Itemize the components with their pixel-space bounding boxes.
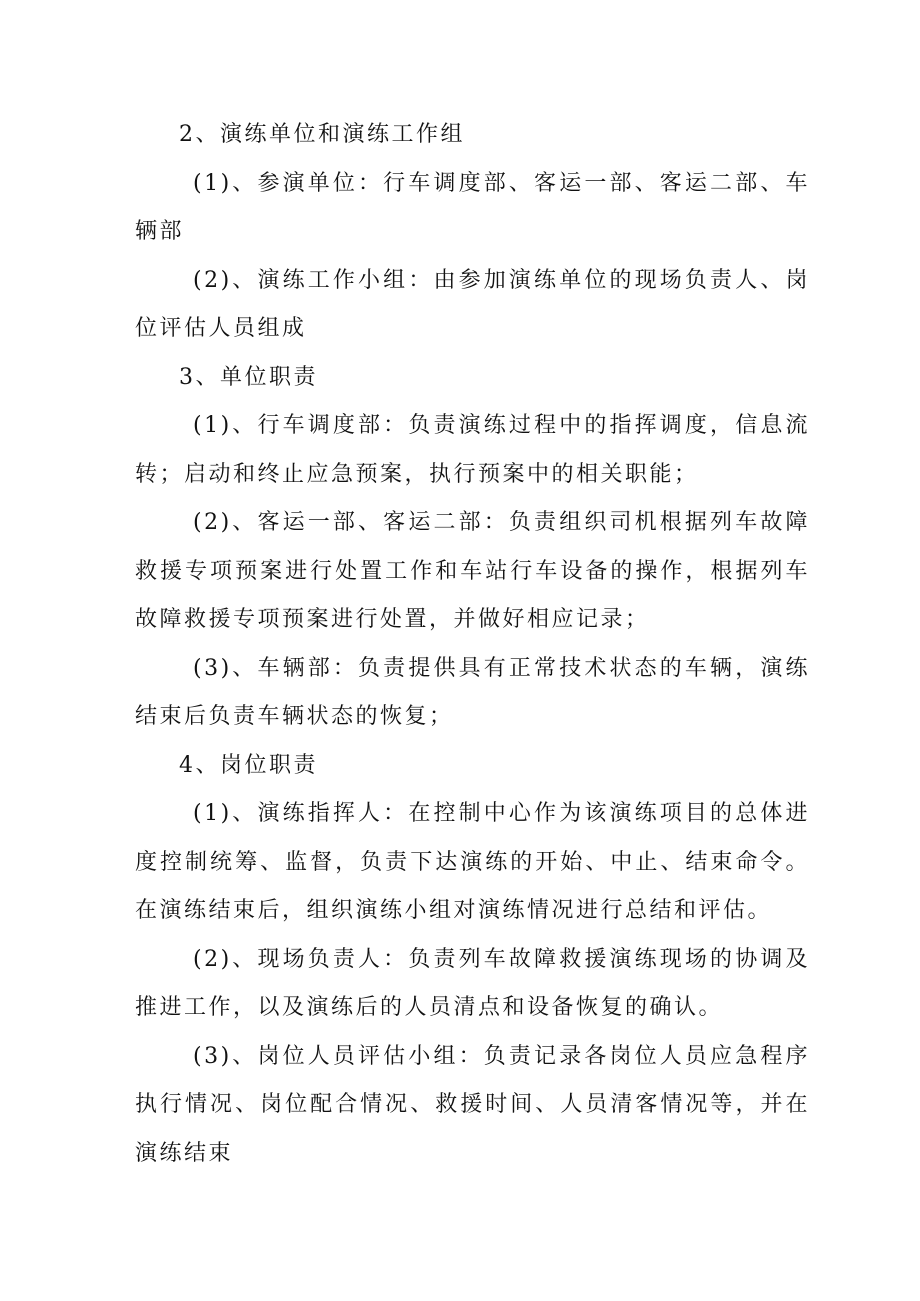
paragraph-site-supervisor: (2)、现场负责人：负责列车故障救援演练现场的协调及推进工作，以及演练后的人员清点和设备恢复的确认。 xyxy=(135,946,810,1020)
paragraph-vehicle-dept-duty: (3)、车辆部：负责提供具有正常技术状态的车辆，演练结束后负责车辆状态的恢复； xyxy=(135,655,810,729)
paragraph-participating-units: (1)、参演单位：行车调度部、客运一部、客运二部、车辆部 xyxy=(135,170,810,244)
paragraph-passenger-transport-duty: (2)、客运一部、客运二部：负责组织司机根据列车故障救援专项预案进行处置工作和车站行车设备的操作，根据列车故障救援专项预案进行处置，并做好相应记录； xyxy=(135,510,810,632)
document-body xyxy=(135,111,810,1178)
paragraph-working-group: (2)、演练工作小组：由参加演练单位的现场负责人、岗位评估人员组成 xyxy=(135,267,810,341)
heading-units-and-working-group: 2、演练单位和演练工作组 xyxy=(179,122,465,147)
paragraph-drill-commander: (1)、演练指挥人：在控制中心作为该演练项目的总体进度控制统筹、监督，负责下达演练的开始、中止、结束命令。在演练结束后，组织演练小组对演练情况进行总结和评估。 xyxy=(135,801,810,923)
paragraph-dispatch-duty: (1)、行车调度部：负责演练过程中的指挥调度，信息流转；启动和终止应急预案，执行预案中的相关职能； xyxy=(135,413,810,487)
heading-post-duties: 4、岗位职责 xyxy=(179,752,318,778)
paragraph-evaluation-group: (3)、岗位人员评估小组：负责记录各岗位人员应急程序执行情况、岗位配合情况、救援时间、人员清客情况等，并在演练结束 xyxy=(135,1043,810,1166)
heading-unit-duties: 3、单位职责 xyxy=(179,364,318,390)
